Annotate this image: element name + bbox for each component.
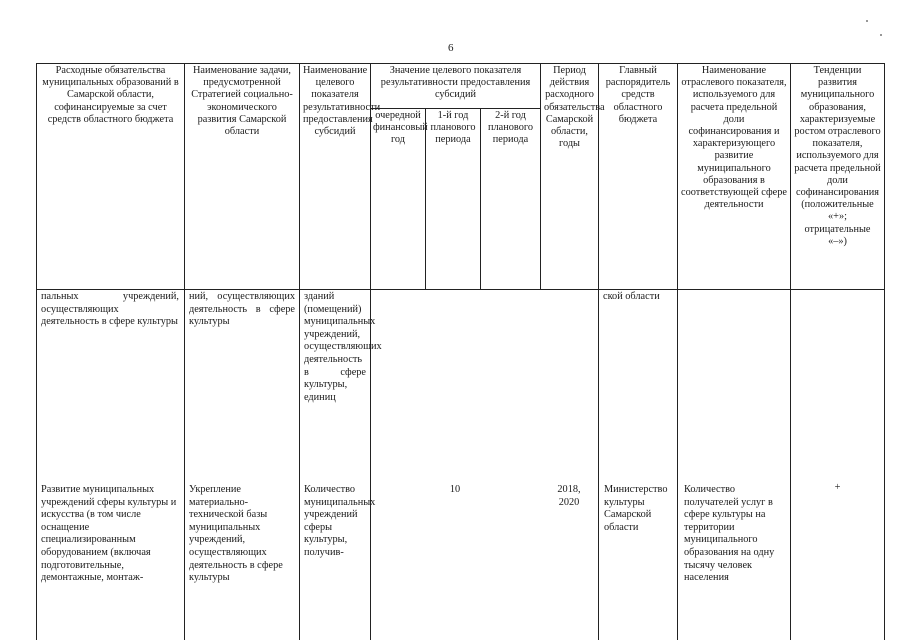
row2-trend-text: + bbox=[834, 482, 841, 493]
column-rule bbox=[299, 289, 300, 640]
header-sub3-text: 2-й год планового периода bbox=[488, 110, 533, 146]
continued-row-col2 bbox=[189, 291, 295, 329]
header-group-text: Значение целевого показателя результативности предоставления субсидий bbox=[380, 65, 531, 101]
row2-trend bbox=[790, 482, 885, 495]
row2-col3-text: Количество муниципальных учреждений сферы культуры, получив- bbox=[304, 484, 376, 558]
continued-row-col6 bbox=[603, 291, 673, 304]
row2-col2-text: Укрепление материально-технической базы муниципальных учреждений, осуществляющих деятельность в сфере культуры bbox=[189, 484, 283, 584]
continued-row-col1-text: пальных учреждений, осуществляющих деятельность в сфере культуры bbox=[41, 291, 179, 328]
row2-current-year-value bbox=[370, 484, 540, 497]
header-strategy-task bbox=[184, 63, 299, 290]
row2-col6-text: Министерство культуры Самарской области bbox=[604, 484, 668, 533]
header-col7-text: Наименование отраслевого показателя, используемого для расчета предельной доли софинансирования и характеризующего развитие муниципального образования в соответствующей сфере деятельности bbox=[681, 65, 787, 211]
header-obligation-period bbox=[540, 63, 605, 290]
header-col8-text: Тенденции развития муниципального образования, характеризуемые ростом отраслевого показателя, используемого для расчета предельной доли софинансирования (положительные «+»; отрицательные «–») bbox=[794, 65, 881, 247]
column-rule bbox=[598, 289, 599, 640]
header-plan-year-1 bbox=[425, 109, 480, 290]
column-rule bbox=[884, 289, 885, 640]
continued-row-col3-text: зданий (помещений) муниципальных учреждений, осуществляющих деятельность в сфере культуры, единиц bbox=[304, 291, 382, 403]
row2-col3 bbox=[304, 484, 376, 560]
header-development-trend bbox=[790, 63, 885, 290]
row2-col7-text: Количество получателей услуг в сфере культуры на территории муниципального образования на одну тысячу человек населения bbox=[684, 484, 775, 584]
column-rule bbox=[790, 289, 791, 640]
header-plan-year-2 bbox=[480, 109, 540, 290]
scan-speck bbox=[880, 34, 882, 36]
header-col5-text: Период действия расходного обязательства Самарской области, годы bbox=[544, 65, 605, 150]
row2-col7 bbox=[684, 484, 788, 585]
header-col3-text: Наименование целевого показателя результативности предоставления субсидий bbox=[303, 65, 381, 138]
header-indicator-value-group bbox=[370, 63, 540, 109]
header-col6-text: Главный распорядитель средств областного бюджета bbox=[605, 65, 671, 125]
row2-period-text: 2018, 2020 bbox=[557, 484, 581, 508]
continued-row-col1 bbox=[41, 291, 179, 329]
row2-value-text: 10 bbox=[449, 484, 461, 495]
column-rule bbox=[36, 289, 37, 640]
row2-col2 bbox=[189, 484, 296, 585]
header-budget-manager bbox=[598, 63, 677, 290]
row2-col6 bbox=[604, 484, 676, 534]
header-sector-indicator bbox=[677, 63, 790, 290]
header-col1-text: Расходные обязательства муниципальных образований в Самарской области, софинансируемые за счет средств областного бюджета bbox=[42, 65, 179, 125]
scan-speck bbox=[866, 20, 868, 22]
header-current-year bbox=[370, 109, 428, 290]
continued-row-col6-text: ской области bbox=[603, 291, 660, 302]
row2-col1 bbox=[41, 484, 181, 585]
header-target-indicator bbox=[299, 63, 381, 290]
row2-period bbox=[548, 484, 590, 509]
row2-col1-text: Развитие муниципальных учреждений сферы культуры и искусства (в том числе оснащение специализированным оборудованием (включая подготовительные, демонтажные, монтаж- bbox=[41, 484, 177, 584]
page-number: 6 bbox=[448, 42, 454, 54]
header-col2-text: Наименование задачи, предусмотренной Стратегией социально-экономического развития Самарской области bbox=[191, 65, 293, 138]
continued-row-col2-text: ний, осуществляющих деятельность в сфере культуры bbox=[189, 291, 295, 328]
header-expenditure-obligations bbox=[36, 63, 184, 290]
column-rule bbox=[184, 289, 185, 640]
header-sub2-text: 1-й год планового периода bbox=[430, 110, 476, 146]
header-sub1-text: очередной финансовый год bbox=[373, 110, 428, 146]
continued-row-col3 bbox=[304, 291, 382, 404]
column-rule bbox=[677, 289, 678, 640]
